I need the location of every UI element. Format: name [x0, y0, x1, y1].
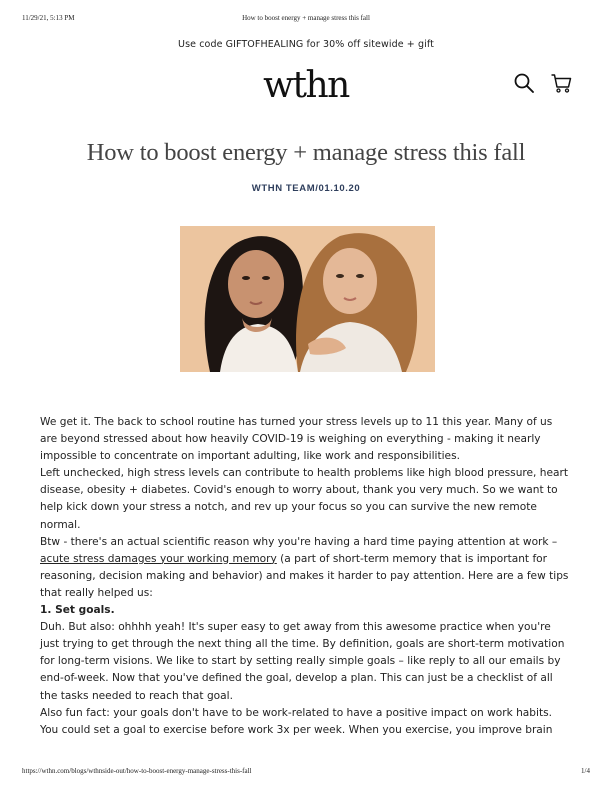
article-body: [40, 414, 572, 739]
article-title: How to boost energy + manage stress this fall: [86, 139, 526, 166]
working-memory-link[interactable]: acute stress damages your working memory: [40, 552, 277, 565]
article-paragraph: We get it. The back to school routine has turned your stress levels up to 11 this year. Many of us are beyond stressed about how heavily COVID-19 is weighing on everything - making it nearly impossible to concentrate on important adulting, like work and responsibilities.: [40, 416, 553, 463]
article-paragraph: Also fun fact: your goals don't have to be work-related to have a positive impact on work habits. You could set a goal to exercise before work 3x per week. When you exercise, you improve brain: [40, 706, 553, 736]
article-paragraph: Duh. But also: ohhhh yeah! It's super easy to get away from this awesome practice when you're just trying to get through the next thing all the time. By definition, goals are short-term motivation for long-term visions. We like to start by setting really simple goals – like reply to all our emails by end-of-week. Now that you've defined the goal, develop a plan. This can just be a checklist of all the tasks needed to reach that goal.: [40, 621, 565, 702]
promo-banner[interactable]: Use code GIFTOFHEALING for 30% off sitewide + gift: [178, 39, 434, 50]
hero-illustration: [180, 226, 435, 372]
search-button[interactable]: [513, 72, 535, 94]
site-logo[interactable]: wthn: [263, 65, 349, 106]
print-datetime: 11/29/21, 5:13 PM: [22, 14, 75, 22]
hero-image: [180, 226, 435, 372]
paragraph-text: (a part of short-term memory that is important for reasoning, decision making and behavior) and makes it harder to pay attention. Here are a few tips that really helped us:: [40, 552, 569, 599]
section-heading: 1. Set goals.: [40, 604, 115, 617]
search-icon: [513, 72, 535, 94]
print-url: https://wthn.com/blogs/wthnside-out/how-to-boost-energy-manage-stress-this-fall: [22, 767, 252, 775]
print-doc-title: How to boost energy + manage stress this fall: [242, 14, 370, 22]
paragraph-text: Btw - there's an actual scientific reason why you're having a hard time paying attention at work –: [40, 535, 558, 548]
article-paragraph: Left unchecked, high stress levels can contribute to health problems like high blood pressure, heart disease, obesity + diabetes. Covid's enough to worry about, thank you very much. So we want to help kick down your stress a notch, and rev up your focus so you can survive the new remote normal.: [40, 467, 569, 531]
cart-icon: [550, 72, 572, 94]
print-page-number: 1/4: [581, 767, 590, 775]
article-paragraph: [40, 534, 572, 602]
cart-button[interactable]: [550, 72, 572, 94]
article-byline[interactable]: WTHN TEAM/01.10.20: [251, 183, 361, 194]
